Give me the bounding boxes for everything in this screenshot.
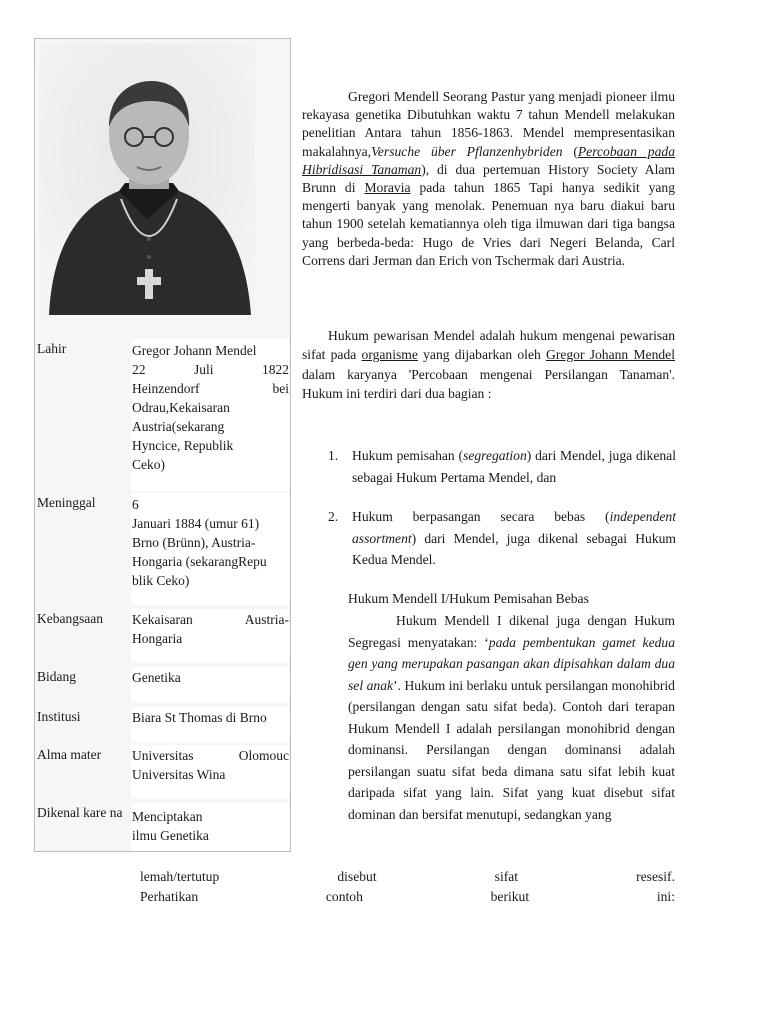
value-line: Hyncice, Republik <box>132 438 234 453</box>
section-line: Perhatikan contoh berikut ini: <box>140 889 675 904</box>
value-line: Januari 1884 (umur 61) <box>132 516 260 531</box>
list-number: 1. <box>328 448 339 463</box>
infobox-row-dikenal <box>35 803 292 851</box>
value-line: Hongaria <box>132 631 183 646</box>
value-line: Kekaisaran Austria- <box>132 612 289 627</box>
infobox-value <box>131 803 289 851</box>
value-line: Biara St Thomas di Brno <box>132 710 267 725</box>
value-line: Menciptakan <box>132 809 203 824</box>
intro-text: Gregori Mendell Seorang Pastur yang menjadi pioneer ilmu rekayasa genetika Dibutuhkan waktu 7 tahun Mendell melakukan penelitian Antara tahun 1856-1863. Mendel mempresentasikan makalahnya, <box>302 89 675 159</box>
value-line: blik Ceko) <box>132 573 190 588</box>
infobox <box>34 38 291 852</box>
infobox-value <box>131 339 289 491</box>
list-text: Hukum pemisahan (segregation) dari Mendel, juga dikenal sebagai Hukum Pertama Mendel, dan <box>352 448 676 485</box>
value-line: Genetika <box>132 670 181 685</box>
portrait-image <box>39 43 255 315</box>
infobox-value <box>131 667 289 702</box>
infobox-label: Alma mater <box>37 747 102 762</box>
value-line: Universitas Wina <box>132 767 226 782</box>
hukum-paragraph <box>302 326 675 404</box>
moravia-link[interactable]: Moravia <box>364 180 411 196</box>
value-line: Heinzendorf bei <box>132 381 289 396</box>
value-line: Brno (Brünn), Austria- <box>132 535 256 550</box>
section-paragraph <box>348 610 675 825</box>
list-item <box>328 506 676 572</box>
value-line: 6 <box>132 497 139 512</box>
infobox-label: Dikenal kare na <box>37 805 123 820</box>
infobox-row-institusi <box>35 707 292 741</box>
infobox-row-bidang <box>35 667 292 701</box>
book-title-link[interactable]: Percobaan pada Hibridisasi Tanaman <box>302 143 675 177</box>
intro-paragraph <box>302 88 675 270</box>
hukum-text: yang dijabarkan oleh <box>417 347 546 363</box>
organisme-link[interactable]: organisme <box>361 347 418 363</box>
value-line: Gregor Johann Mendel <box>132 343 257 358</box>
hukum-text: Hukum pewarisan Mendel adalah hukum mengenai pewarisan sifat pada <box>302 328 675 363</box>
term-italic: segregation <box>463 448 527 463</box>
list-item <box>328 445 676 489</box>
value-line: Universitas Olomouc <box>132 748 289 763</box>
infobox-label: Lahir <box>37 341 67 356</box>
value-line: Austria(sekarang <box>132 419 225 434</box>
infobox-label: Kebangsaan <box>37 611 103 626</box>
list-number: 2. <box>328 509 339 524</box>
term-italic: independent assortment <box>352 509 676 546</box>
infobox-label: Bidang <box>37 669 76 684</box>
value-line: ilmu Genetika <box>132 828 209 843</box>
gregor-mendel-link[interactable]: Gregor Johann Mendel <box>546 347 675 363</box>
intro-text: ( <box>562 143 578 159</box>
value-line: 22 Juli 1822 <box>132 362 289 377</box>
list-text: Hukum berpasangan secara bebas (independent assortment) dari Mendel, juga dikenal sebagai Hukum Kedua Mendel. <box>352 509 676 567</box>
section-text: ’. Hukum ini berlaku untuk persilangan monohibrid (persilangan dengan satu sifat beda). Contoh dari terapan Hukum Mendell I adalah persilangan monohibrid dengan dominansi. Persilangan dengan dominansi adalah persilangan suatu sifat beda dimana satu sifat lebih kuat daripada sifat yang lain. Sifat yang kuat disebut sifat dominan dan bersifat menutupi, sedangkan yang <box>348 677 675 822</box>
value-line: Hongaria (sekarangRepu <box>132 554 267 569</box>
infobox-value <box>131 609 289 662</box>
section-text: Hukum Mendell I dikenal juga dengan Hukum Segregasi menyatakan: ‘ <box>348 613 675 650</box>
infobox-row-kebangsaan <box>35 609 292 661</box>
infobox-value <box>131 493 289 605</box>
infobox-row-alma-mater <box>35 745 292 797</box>
infobox-label: Meninggal <box>37 495 96 510</box>
intro-text: pada tahun 1865 Tapi hanya sedikit yang mengerti banyak yang menolak. Penemuan nya baru diakui baru tahun 1900 setelah kematiannya oleh tiga ilmuwan dari tiga bangsa yang berbeda-beda: Hugo de Vries dari Negeri Belanda, Carl Correns dari Jerman dan Erich von Tschermak dari Austria. <box>302 180 676 268</box>
infobox-row-meninggal <box>35 493 292 603</box>
infobox-row-lahir <box>35 339 292 489</box>
intro-text: ), di dua pertemuan History Society Alam Brunn di <box>302 161 675 196</box>
infobox-value <box>131 745 289 798</box>
infobox-value <box>131 707 289 742</box>
section-heading: Hukum Mendell I/Hukum Pemisahan Bebas <box>348 591 589 606</box>
book-title: Versuche über Pflanzenhybriden <box>371 143 563 159</box>
value-line: Odrau,Kekaisaran <box>132 400 230 415</box>
infobox-label: Institusi <box>37 709 81 724</box>
section-line: lemah/tertutup disebut sifat resesif. <box>140 869 675 884</box>
hukum-text: dalam karyanya 'Percobaan mengenai Persilangan Tanaman'. Hukum ini terdiri dari dua bagian : <box>302 366 675 402</box>
law-quote: pada pembentukan gamet kedua gen yang merupakan pasangan akan dipisahkan dalam dua sel anak <box>348 634 675 693</box>
value-line: Ceko) <box>132 457 165 472</box>
